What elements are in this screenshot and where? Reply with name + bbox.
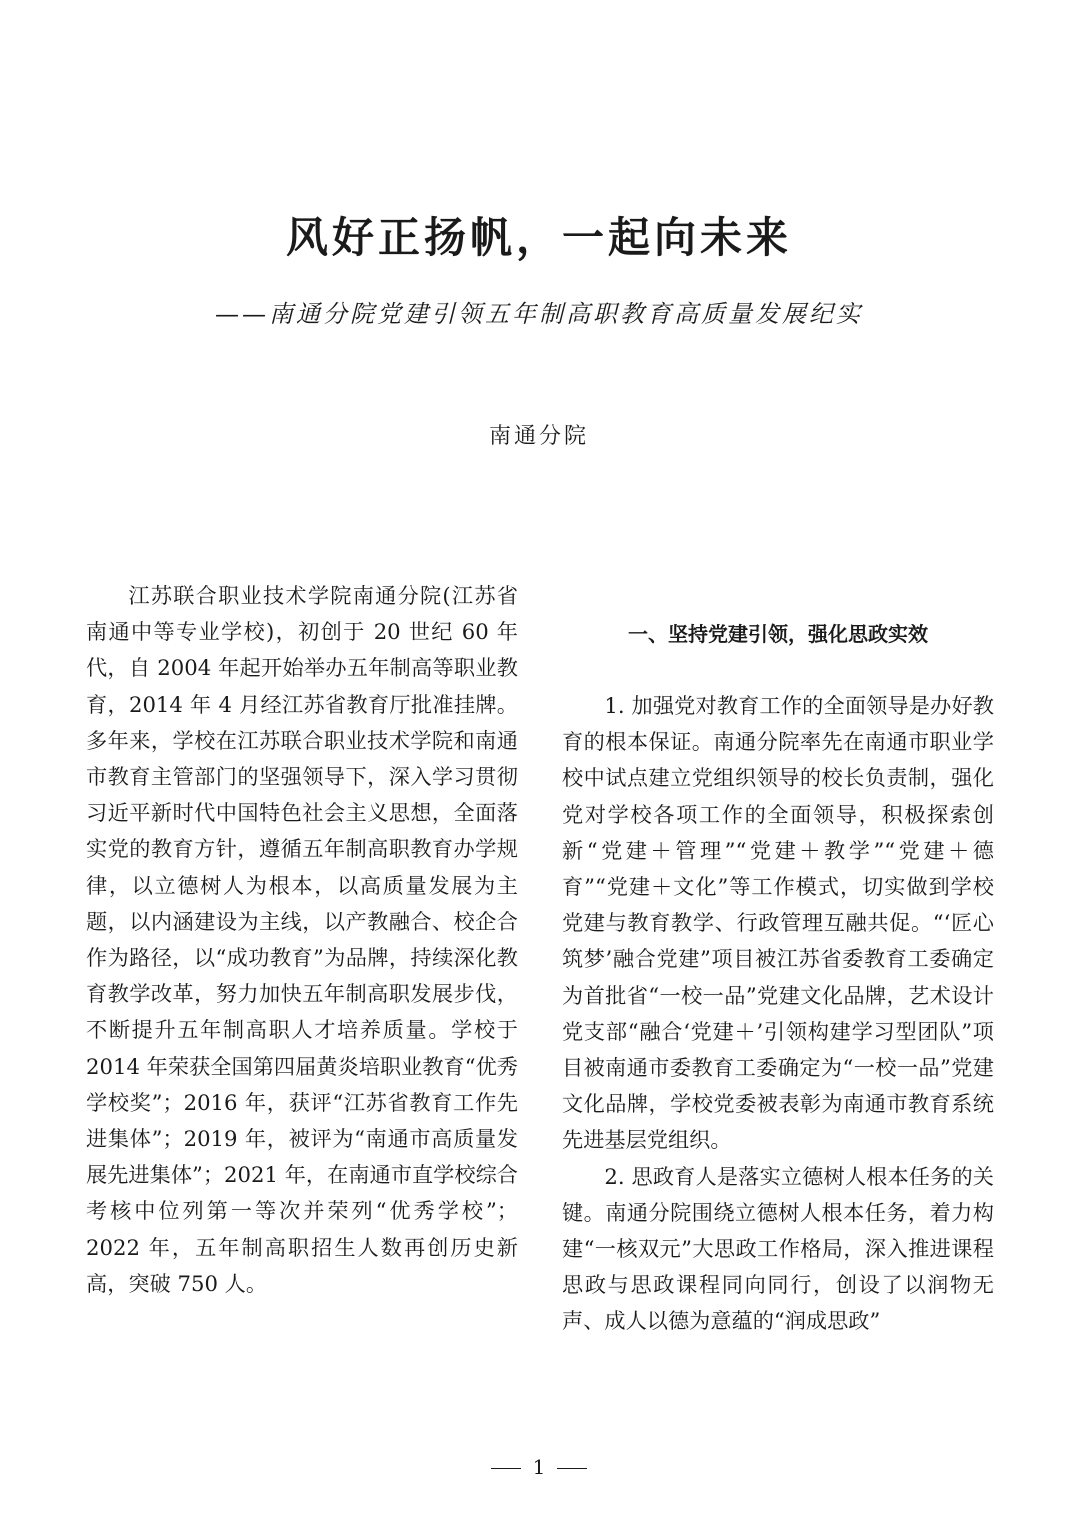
article-subtitle: ——南通分院党建引领五年制高职教育高质量发展纪实	[215, 300, 863, 328]
page-footer	[0, 1452, 1078, 1482]
article-author: 南通分院	[488, 424, 589, 449]
body-paragraph-2: 2. 思政育人是落实立德树人根本任务的关键。南通分院围绕立德树人根本任务，着力构建“一核双元”大思政工作格局，深入推进课程思政与思政课程同向同行，创设了以润物无声、成人以德为意蕴的“润成思政”	[562, 1163, 994, 1334]
right-column	[562, 614, 994, 1340]
left-column	[86, 578, 518, 1302]
page-number: 1	[532, 1455, 546, 1479]
article-title: 风好正扬帆，一起向未来	[285, 213, 792, 262]
intro-paragraph: 江苏联合职业技术学院南通分院(江苏省南通中等专业学校)，初创于 20 世纪 60 年代，自 2004 年起开始举办五年制高等职业教育，2014 年 4 月经江苏省教育厅批准挂牌。多年来，学校在江苏联合职业技术学院和南通市教育主管部门的坚强领导下，深入学习贯彻习近平新时代中国特色社会主义思想，全面落实党的教育方针，遵循五年制高职教育办学规律，以立德树人为根本，以高质量发展为主题，以内涵建设为主线，以产教融合、校企合作为路径，以“成功教育”为品牌，持续深化教育教学改革，努力加快五年制高职发展步伐，不断提升五年制高职人才培养质量。学校于 2014 年荣获全国第四届黄炎培职业教育“优秀学校奖”；2016 年，获评“江苏省教育工作先进集体”；2019 年，被评为“南通市高质量发展先进集体”；2021 年，在南通市直学校综合考核中位列第一等次并荣列“优秀学校”；2022 年，五年制高职招生人数再创历史新高，突破 750 人。	[86, 583, 518, 1296]
body-paragraph-1: 1. 加强党对教育工作的全面领导是办好教育的根本保证。南通分院率先在南通市职业学校中试点建立党组织领导的校长负责制，强化党对学校各项工作的全面领导，积极探索创新“党建＋管理”“党建＋教学”“党建＋德育”“党建＋文化”等工作模式，切实做到学校党建与教育教学、行政管理互融共促。“‘匠心筑梦’融合党建”项目被江苏省委教育工委确定为首批省“一校一品”党建文化品牌，艺术设计党支部“融合‘党建＋’引领构建学习型团队”项目被南通市委教育工委确定为“一校一品”党建文化品牌，学校党委被表彰为南通市教育系统先进基层党组织。	[562, 693, 994, 1153]
footer-dash-left	[491, 1468, 521, 1469]
footer-dash-right	[557, 1468, 587, 1469]
section-heading: 一、坚持党建引领，强化思政实效	[628, 622, 928, 646]
